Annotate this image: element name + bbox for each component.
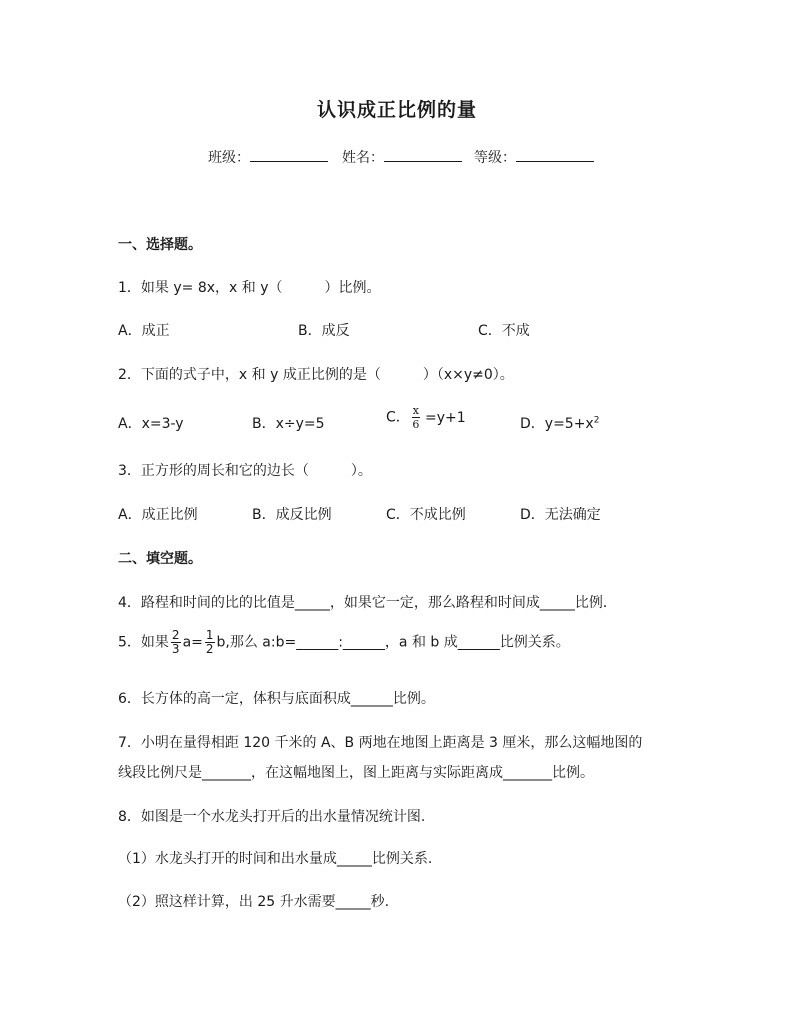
q1-option-c[interactable]: C．不成	[478, 323, 530, 339]
q5-suffix: b,那么 a:b=______:______，a 和 b 成______比例关系。	[216, 634, 570, 651]
q2-option-d[interactable]	[520, 413, 599, 433]
question-8: 8．如图是一个水龙头打开后的出水量情况统计图.	[118, 809, 426, 825]
q3-option-c[interactable]: C．不成比例	[386, 507, 466, 523]
q3-option-a[interactable]: A．成正比例	[118, 507, 198, 523]
name-label: 姓名：	[342, 150, 384, 166]
q3-option-b[interactable]: B．成反比例	[252, 507, 332, 523]
question-4: 4．路程和时间的比的比值是_____，如果它一定，那么路程和时间成_____比例．	[118, 595, 617, 611]
q5-fraction-1	[171, 629, 181, 656]
q5-frac2-denominator: 2	[205, 642, 214, 656]
q2-option-a[interactable]: A．x=3-y	[118, 416, 184, 432]
question-7-line-1: 7．小明在量得相距 120 千米的 A、B 两地在地图上距离是 3 厘米，那么这幅地图的	[118, 735, 643, 751]
class-label: 班级：	[208, 150, 250, 166]
name-blank[interactable]	[384, 147, 462, 162]
q5-frac1-denominator: 3	[171, 642, 180, 656]
q5-prefix: 5．如果	[118, 634, 169, 651]
q5-frac1-numerator: 2	[171, 628, 180, 642]
q1-option-b[interactable]: B．成反	[298, 323, 350, 339]
q2-c-prefix: C．	[386, 409, 410, 426]
q5-fraction-2	[205, 629, 215, 656]
question-5	[118, 629, 570, 656]
section-heading-choice: 一、选择题。	[118, 237, 202, 253]
question-2: 2．下面的式子中，x 和 y 成正比例的是（ ）（x×y≠0）。	[118, 367, 514, 383]
question-7-line-2: 线段比例尺是_______，在这幅地图上，图上距离与实际距离成_______比例。	[118, 765, 594, 781]
grade-field	[474, 147, 594, 167]
class-field	[208, 147, 328, 167]
q2-d-exponent: 2	[593, 415, 600, 426]
question-6: 6．长方体的高一定，体积与底面积成______比例。	[118, 691, 435, 707]
q3-option-d[interactable]: D．无法确定	[520, 507, 601, 523]
q5-frac2-numerator: 1	[205, 628, 214, 642]
question-3: 3．正方形的周长和它的边长（ ）。	[118, 463, 372, 479]
section-heading-fill: 二、填空题。	[118, 551, 202, 567]
page-title: 认识成正比例的量	[316, 99, 477, 121]
q2-c-fraction	[412, 404, 420, 431]
name-field	[342, 147, 462, 167]
grade-blank[interactable]	[516, 147, 594, 162]
grade-label: 等级：	[474, 150, 516, 166]
question-8-part-1: （1）水龙头打开的时间和出水量成_____比例关系.	[118, 851, 433, 867]
q2-c-numerator: x	[412, 404, 419, 417]
q2-c-suffix: =y+1	[425, 409, 466, 426]
q2-option-b[interactable]: B．x÷y=5	[252, 416, 325, 432]
question-1: 1．如果 y= 8x，x 和 y（ ）比例。	[118, 280, 381, 296]
q2-d-text: D．y=5+x	[520, 416, 594, 432]
q1-option-a[interactable]: A．成正	[118, 323, 170, 339]
question-8-part-2: （2）照这样计算，出 25 升水需要_____秒.	[118, 894, 390, 910]
q2-c-denominator: 6	[412, 418, 420, 431]
q5-mid: a=	[182, 634, 203, 651]
class-blank[interactable]	[250, 147, 328, 162]
q2-option-c[interactable]	[386, 404, 466, 431]
